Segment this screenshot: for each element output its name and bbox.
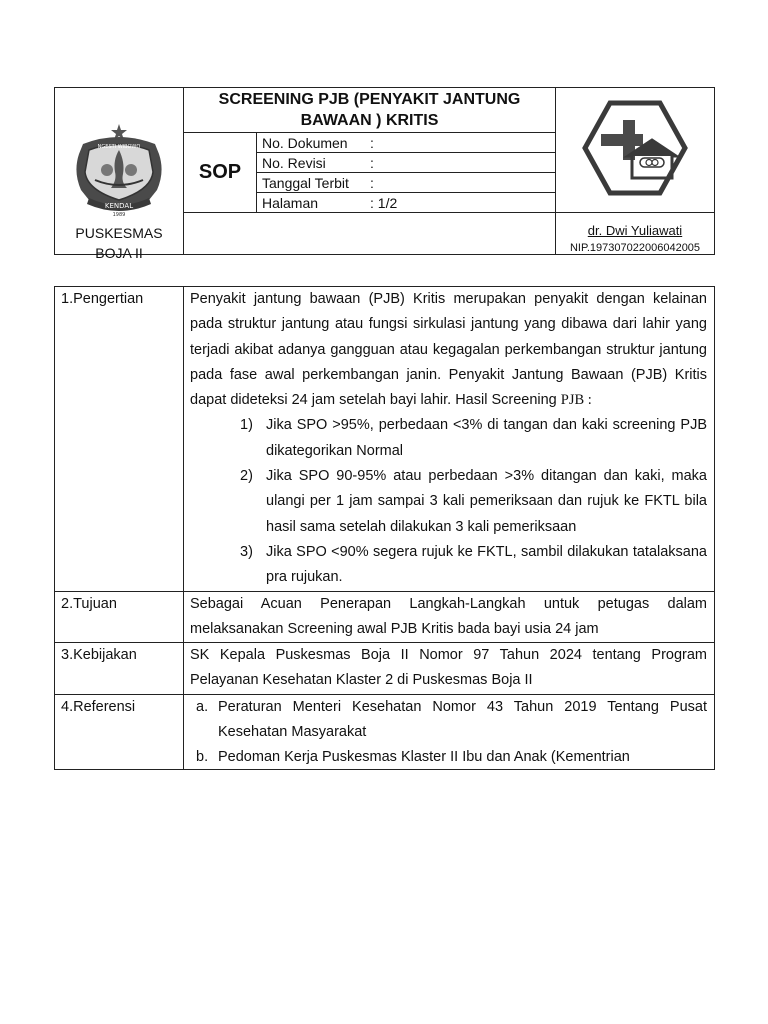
meta-row-halaman — [257, 193, 556, 213]
list-number: 1) — [240, 417, 253, 434]
meta-value: : — [370, 154, 374, 171]
list-item — [240, 540, 707, 591]
puskesmas-logo-icon — [580, 98, 690, 198]
list-text: Jika SPO <90% segera rujuk ke FKTL, sambil dilakukan tatalaksana pra rujukan. — [266, 543, 707, 586]
meta-row-tanggal-terbit — [257, 173, 556, 193]
list-item — [190, 695, 707, 746]
meta-value: : 1/2 — [370, 194, 398, 211]
section-content: Sebagai Acuan Penerapan Langkah-Langkah untuk petugas dalam melaksanakan Screening awal PJB Kritis bada bayi usia 24 jam — [184, 591, 715, 643]
signatory-cell — [556, 213, 715, 255]
meta-key: Tanggal Terbit — [262, 174, 349, 191]
list-number: 3) — [240, 543, 253, 560]
meta-row-no-revisi — [257, 153, 556, 173]
section-content — [184, 694, 715, 770]
sop-content-table — [54, 286, 715, 770]
puskesmas-line-2: BOJA II — [95, 245, 143, 261]
meta-value: : — [370, 134, 374, 151]
list-text: Jika SPO 90-95% atau perbedaan >3% ditangan dan kaki, maka ulangi per 1 jam sampai 3 kali pemeriksaan dan rujuk ke FKTL bila hasil sama setelah dilakukan 3 kali pemeriksaan — [266, 468, 707, 535]
list-letter: a. — [196, 698, 209, 715]
reference-list — [190, 695, 707, 770]
sop-label: SOP — [184, 133, 257, 213]
signatory-name: dr. Dwi Yuliawati — [587, 223, 683, 238]
section-content: SK Kepala Puskesmas Boja II Nomor 97 Tahun 2024 tentang Program Pelayanan Kesehatan Klaster 2 di Puskesmas Boja II — [184, 643, 715, 695]
section-label: 2.Tujuan — [55, 591, 184, 643]
list-text: Peraturan Menteri Kesehatan Nomor 43 Tahun 2019 Tentang Pusat Kesehatan Masyarakat — [218, 698, 707, 741]
list-item — [240, 464, 707, 540]
emblem-top-text: NGESTI WIBOWO — [97, 143, 141, 150]
section-kebijakan — [55, 643, 715, 695]
kendal-emblem-icon — [67, 120, 171, 218]
section-label: 3.Kebijakan — [55, 643, 184, 695]
document-title: SCREENING PJB (PENYAKIT JANTUNG BAWAAN ) KRITIS — [184, 88, 556, 133]
list-item — [190, 745, 707, 769]
section-content — [184, 287, 715, 592]
list-text: Pedoman Kerja Puskesmas Klaster II Ibu dan Anak (Kementrian — [218, 749, 630, 766]
emblem-bottom-text: KENDAL — [104, 201, 134, 210]
list-item — [240, 413, 707, 464]
meta-key: No. Dokumen — [262, 134, 348, 151]
section-referensi — [55, 694, 715, 770]
section-tujuan — [55, 591, 715, 643]
section-label: 1.Pengertian — [55, 287, 184, 592]
pengertian-paragraph — [190, 287, 707, 413]
list-letter: b. — [196, 749, 209, 766]
list-number: 2) — [240, 468, 253, 485]
pengertian-tail: PJB : — [560, 392, 592, 409]
screening-result-list — [190, 413, 707, 590]
puskesmas-logo-cell — [556, 88, 715, 213]
pengertian-text: Penyakit jantung bawaan (PJB) Kritis merupakan penyakit dengan kelainan pada struktur jantung atau fungsi sirkulasi jantung yang dibawa dari lahir yang terjadi akibat adanya gangguan atau kegagalan perkembangan struktur jantung pada fase awal perkembangan janin. Penyakit Jantung Bawaan (PJB) Kritis dapat dideteksi 24 jam setelah bayi lahir. Hasil Screening — [190, 291, 707, 409]
meta-row-no-dokumen — [257, 133, 556, 153]
puskesmas-line-1: PUSKESMAS — [75, 225, 163, 241]
meta-key: No. Revisi — [262, 154, 326, 171]
section-pengertian — [55, 287, 715, 592]
section-label: 4.Referensi — [55, 694, 184, 770]
meta-value: : — [370, 174, 374, 191]
emblem-year-text: 1989 — [112, 211, 126, 218]
puskesmas-name — [55, 223, 183, 263]
signatory-nip: NIP.197307022006042005 — [569, 242, 701, 254]
meta-key: Halaman — [262, 194, 319, 211]
empty-header-cell — [184, 213, 556, 255]
list-text: Jika SPO >95%, perbedaan <3% di tangan dan kaki screening PJB dikategorikan Normal — [266, 417, 707, 459]
